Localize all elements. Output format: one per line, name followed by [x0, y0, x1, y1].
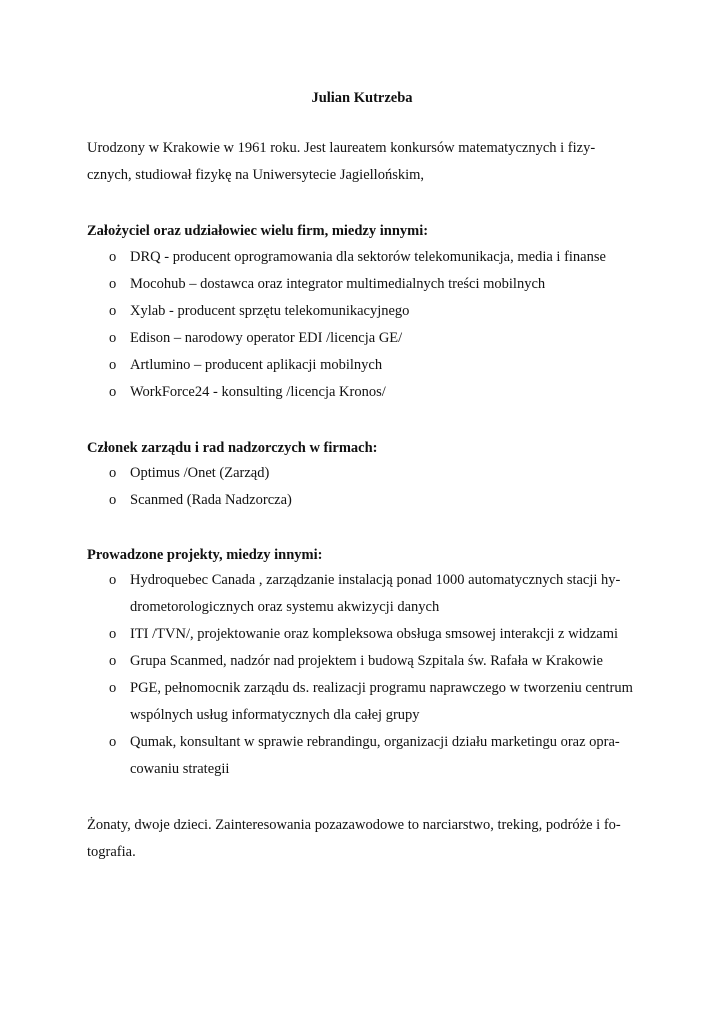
- list-item-text: Qumak, konsultant w sprawie rebrandingu, organizacji działu marketingu oraz opra-: [130, 734, 620, 750]
- list-item-text: Artlumino – producent aplikacji mobilnych: [130, 357, 383, 373]
- list-item-text: Grupa Scanmed, nadzór nad projektem i budową Szpitala św. Rafała w Krakowie: [130, 653, 603, 669]
- list-item: [87, 460, 647, 487]
- list-item: [87, 675, 647, 729]
- intro-paragraph: [87, 135, 632, 189]
- page-title: Julian Kutrzeba: [311, 90, 413, 106]
- bullet: o: [109, 357, 117, 373]
- bullet: o: [109, 249, 117, 265]
- bullet: o: [109, 384, 117, 400]
- list-item: [87, 487, 647, 514]
- bullet: o: [109, 653, 117, 669]
- list-item: [87, 352, 647, 379]
- list-item-text: Hydroquebec Canada , zarządzanie instalacją ponad 1000 automatycznych stacji hy-: [130, 572, 621, 588]
- outro-line: Żonaty, dwoje dzieci. Zainteresowania pozazawodowe to narciarstwo, treking, podróże i fo-: [87, 817, 621, 833]
- bullet: o: [109, 572, 117, 588]
- bullet: o: [109, 465, 117, 481]
- list-item: [87, 298, 647, 325]
- outro-paragraph: [87, 812, 632, 866]
- bullet: o: [109, 734, 117, 750]
- list-item-text: wspólnych usług informatycznych dla całej grupy: [130, 707, 420, 723]
- list-item-text: Xylab - producent sprzętu telekomunikacyjnego: [130, 303, 410, 319]
- bullet: o: [109, 303, 117, 319]
- founder-list: [87, 244, 647, 406]
- intro-line: cznych, studiował fizykę na Uniwersytecie Jagiellońskim,: [87, 167, 425, 183]
- section-heading-founder: Założyciel oraz udziałowiec wielu firm, miedzy innymi:: [87, 223, 429, 239]
- list-item-text: WorkForce24 - konsulting /licencja Kronos/: [130, 384, 386, 400]
- bullet: o: [109, 680, 117, 696]
- list-item: [87, 621, 647, 648]
- intro-line: Urodzony w Krakowie w 1961 roku. Jest laureatem konkursów matematycznych i fizy-: [87, 140, 596, 156]
- list-item: [87, 648, 647, 675]
- list-item: [87, 729, 647, 783]
- list-item: [87, 325, 647, 352]
- list-item-text: Scanmed (Rada Nadzorcza): [130, 492, 292, 508]
- list-item-text: drometorologicznych oraz systemu akwizycji danych: [130, 599, 440, 615]
- list-item-text: ITI /TVN/, projektowanie oraz kompleksowa obsługa smsowej interakcji z widzami: [130, 626, 619, 642]
- section-heading-board: Członek zarządu i rad nadzorczych w firmach:: [87, 440, 378, 456]
- list-item-text: Mocohub – dostawca oraz integrator multimedialnych treści mobilnych: [130, 276, 546, 292]
- bullet: o: [109, 276, 117, 292]
- bullet: o: [109, 330, 117, 346]
- list-item-text: Optimus /Onet (Zarząd): [130, 465, 270, 481]
- list-item-text: DRQ - producent oprogramowania dla sektorów telekomunikacja, media i finanse: [130, 249, 606, 265]
- board-list: [87, 460, 647, 514]
- bullet: o: [109, 492, 117, 508]
- list-item: [87, 271, 647, 298]
- list-item: [87, 567, 647, 621]
- list-item: [87, 244, 647, 271]
- section-heading-projects: Prowadzone projekty, miedzy innymi:: [87, 547, 323, 563]
- projects-list: [87, 567, 647, 783]
- list-item-text: PGE, pełnomocnik zarządu ds. realizacji programu naprawczego w tworzeniu centrum: [130, 680, 633, 696]
- list-item: [87, 379, 647, 406]
- list-item-text: Edison – narodowy operator EDI /licencja GE/: [130, 330, 403, 346]
- outro-line: tografia.: [87, 844, 136, 860]
- list-item-text: cowaniu strategii: [130, 761, 230, 777]
- bullet: o: [109, 626, 117, 642]
